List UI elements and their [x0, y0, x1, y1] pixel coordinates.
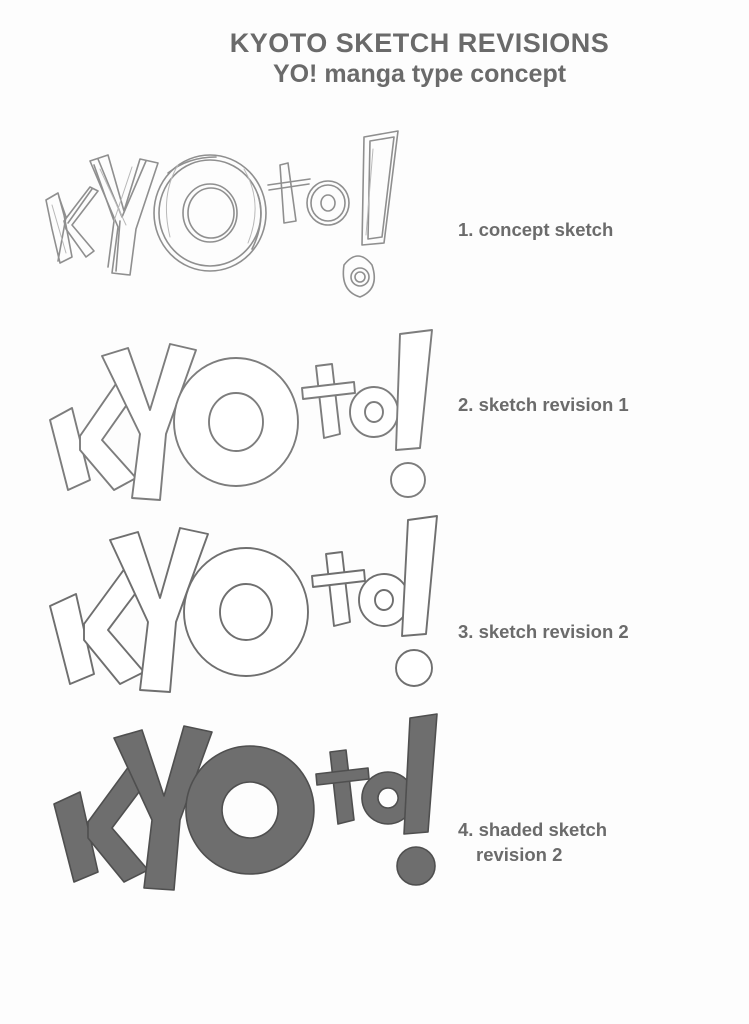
- title-line-2: YO! manga type concept: [272, 60, 567, 89]
- title-line-1: KYOTO SKETCH REVISIONS: [229, 28, 610, 58]
- logo-artwork-revision-1: [28, 330, 438, 530]
- caption-row-3: 3. sketch revision 2: [458, 621, 629, 642]
- caption-row-4-line-2: revision 2: [476, 843, 563, 865]
- logo-artwork-shaded: [28, 718, 438, 918]
- logo-artwork-concept-sketch: [28, 125, 438, 325]
- sketch-row-1: [0, 125, 749, 325]
- page-title: [0, 28, 749, 90]
- sketch-row-3: [0, 520, 749, 720]
- logo-artwork-revision-2: [28, 520, 438, 720]
- caption-row-2: 2. sketch revision 1: [458, 394, 629, 415]
- caption-row-4-line-1: 4. shaded sketch: [458, 819, 608, 840]
- sketch-row-2: [0, 330, 749, 530]
- caption-row-4: [458, 818, 728, 868]
- sketch-row-4: [0, 718, 749, 918]
- caption-row-1: 1. concept sketch: [458, 219, 614, 240]
